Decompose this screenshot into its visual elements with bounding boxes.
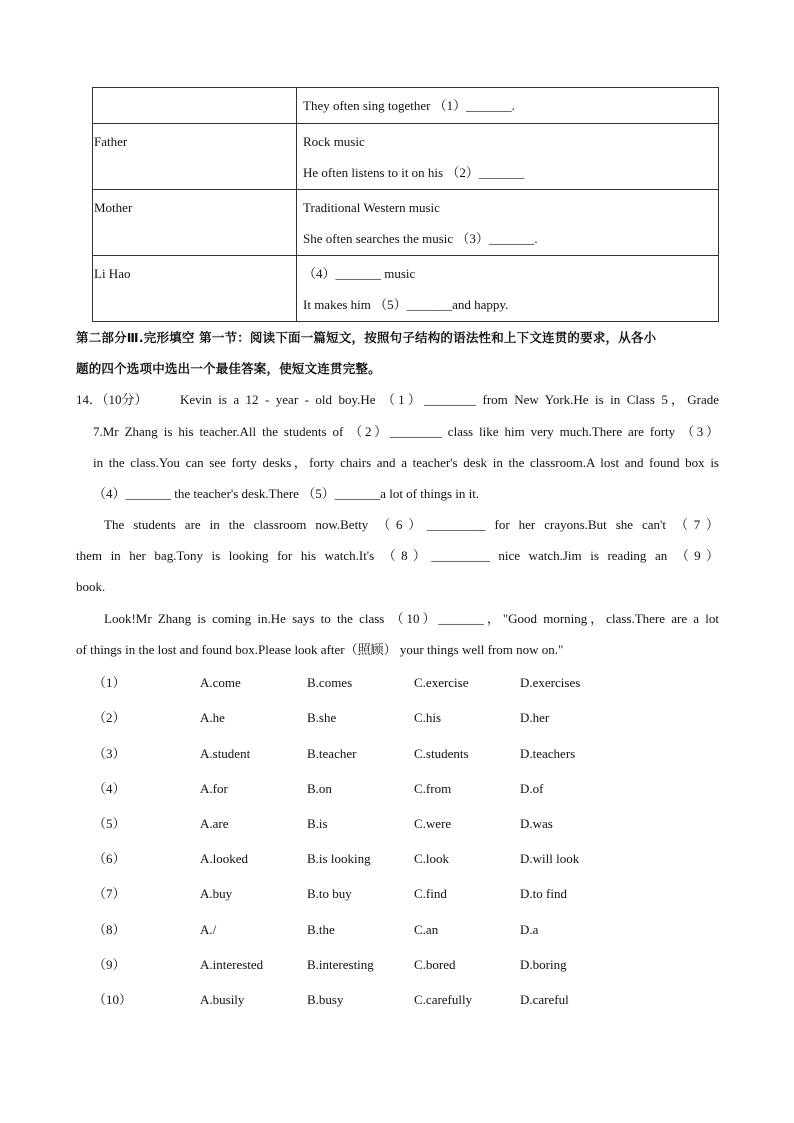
option-d: D.of [520, 781, 544, 796]
table-cell-name: Li Hao [93, 256, 297, 322]
passage-line: （4）_______ the teacher's desk.There （5）_______a lot of things in it. [93, 486, 480, 501]
option-c: C.from [414, 781, 452, 796]
option-c: C.his [414, 710, 442, 725]
option-number: （3） [93, 746, 126, 761]
passage-line: them in her bag.Tony is looking for his watch.It's （8）_________ nice watch.Jim is reading an （9） [76, 548, 719, 563]
option-a: A./ [200, 922, 217, 937]
option-b: B.teacher [307, 746, 357, 761]
option-c: C.bored [414, 957, 456, 972]
option-number: （1） [93, 675, 126, 690]
passage-line: Look!Mr Zhang is coming in.He says to the class （10）_______，"Good morning，class.There are a lot [104, 611, 719, 626]
option-b: B.busy [307, 992, 344, 1007]
info-table [92, 87, 719, 322]
option-a: A.student [200, 746, 251, 761]
option-d: D.boring [520, 957, 567, 972]
option-c: C.carefully [414, 992, 473, 1007]
option-a: A.busily [200, 992, 245, 1007]
option-b: B.interesting [307, 957, 374, 972]
table-cell-info [297, 256, 719, 322]
table-row [93, 190, 719, 256]
option-b: B.comes [307, 675, 353, 690]
option-b: B.on [307, 781, 332, 796]
option-number: （4） [93, 781, 126, 796]
option-c: C.find [414, 886, 447, 901]
section-heading-line-1: 第二部分Ⅲ.完形填空 第一节：阅读下面一篇短文，按照句子结构的语法性和上下文连贯的要求，从各小 [76, 330, 657, 345]
option-a: A.come [200, 675, 241, 690]
option-d: D.exercises [520, 675, 581, 690]
option-number: （7） [93, 886, 126, 901]
option-b: B.is looking [307, 851, 371, 866]
option-c: C.exercise [414, 675, 469, 690]
info-line: Traditional Western music [303, 200, 440, 215]
passage-line: of things in the lost and found box.Please look after（照顾） your things well from now on." [76, 642, 564, 657]
table-cell-info [297, 88, 719, 124]
option-c: C.look [414, 851, 450, 866]
option-d: D.to find [520, 886, 567, 901]
option-d: D.was [520, 816, 553, 831]
table-cell-info [297, 190, 719, 256]
option-number: （10） [93, 992, 133, 1007]
option-d: D.a [520, 922, 539, 937]
option-a: A.he [200, 710, 225, 725]
table-cell-name [93, 88, 297, 124]
option-b: B.she [307, 710, 337, 725]
info-line: Rock music [303, 134, 365, 149]
table-row [93, 88, 719, 124]
info-line: He often listens to it on his （2）_______ [303, 165, 525, 180]
table-cell-name: Father [93, 124, 297, 190]
passage-line: in the class.You can see forty desks，forty chairs and a teacher's desk in the classroom.A lost and found box is [93, 455, 719, 470]
option-b: B.is [307, 816, 328, 831]
option-d: D.careful [520, 992, 569, 1007]
info-line: She often searches the music （3）_______. [303, 231, 538, 246]
passage-line: Kevin is a 12 - year - old boy.He （1）________ from New York.He is in Class 5，Grade [180, 392, 719, 407]
info-line: It makes him （5）_______and happy. [303, 297, 509, 312]
option-number: （6） [93, 851, 126, 866]
passage-line: The students are in the classroom now.Betty （6）_________ for her crayons.But she can't （7） [104, 517, 719, 532]
option-number: （8） [93, 922, 126, 937]
option-b: B.to buy [307, 886, 352, 901]
option-c: C.were [414, 816, 452, 831]
option-number: （2） [93, 710, 126, 725]
option-a: A.looked [200, 851, 249, 866]
table-cell-info [297, 124, 719, 190]
info-line: They often sing together （1）_______. [303, 98, 515, 113]
option-a: A.are [200, 816, 229, 831]
option-number: （5） [93, 816, 126, 831]
question-number: 14．（10分） [76, 392, 148, 407]
option-number: （9） [93, 957, 126, 972]
option-d: D.her [520, 710, 550, 725]
table-row [93, 256, 719, 322]
option-a: A.buy [200, 886, 233, 901]
passage-line: 7.Mr Zhang is his teacher.All the students of （2）________ class like him very much.There are forty （3） [93, 424, 719, 439]
table-row [93, 124, 719, 190]
table-cell-name: Mother [93, 190, 297, 256]
option-c: C.an [414, 922, 439, 937]
option-c: C.students [414, 746, 469, 761]
option-a: A.interested [200, 957, 264, 972]
info-line: （4）_______ music [303, 266, 416, 281]
option-b: B.the [307, 922, 335, 937]
option-d: D.will look [520, 851, 580, 866]
option-a: A.for [200, 781, 228, 796]
option-d: D.teachers [520, 746, 576, 761]
passage-line: book. [76, 579, 106, 594]
section-heading-line-2: 题的四个选项中选出一个最佳答案，使短文连贯完整。 [76, 361, 381, 376]
